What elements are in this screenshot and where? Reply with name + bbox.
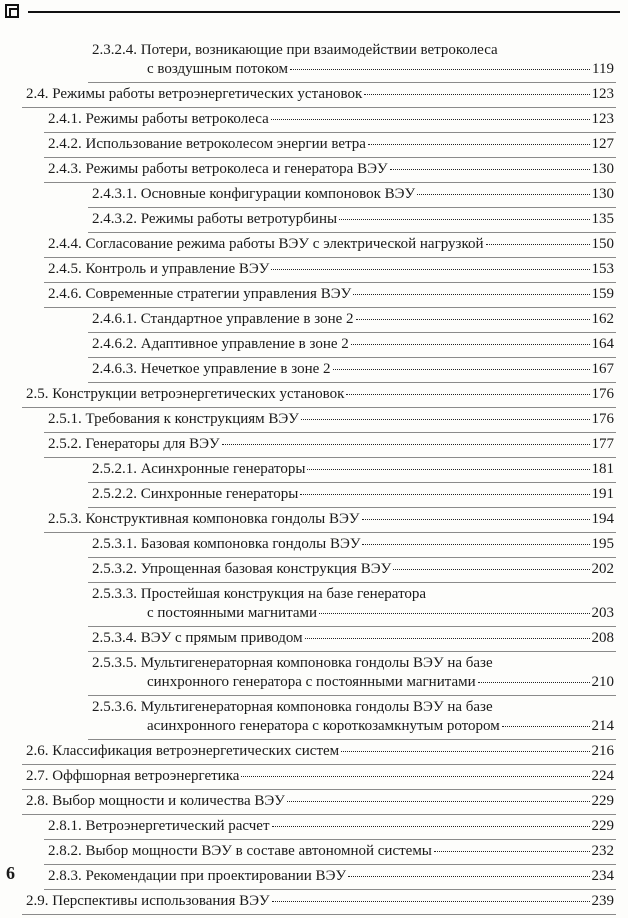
toc-entry-page: 176 xyxy=(591,411,614,427)
dot-leader xyxy=(348,876,589,877)
row-separator xyxy=(44,282,616,283)
toc-entry[interactable] xyxy=(92,211,614,230)
row-separator xyxy=(88,332,616,333)
dot-leader xyxy=(390,169,590,170)
row-separator xyxy=(88,232,616,233)
toc-entry-page: 194 xyxy=(591,511,614,527)
toc-entry-page: 150 xyxy=(591,236,614,252)
toc-entry-page: 130 xyxy=(591,186,614,202)
row-separator xyxy=(22,914,616,915)
toc-entry-title: 2.5.3. Конструктивная компоновка гондолы ВЭУ xyxy=(48,511,360,527)
toc-entry-title: с воздушным потоком xyxy=(147,61,288,77)
toc-entry[interactable] xyxy=(26,86,614,105)
row-separator xyxy=(44,157,616,158)
dot-leader xyxy=(417,194,589,195)
row-separator xyxy=(22,789,616,790)
dot-leader xyxy=(346,394,589,395)
toc-entry-page: 153 xyxy=(591,261,614,277)
toc-entry-title-line1: 2.5.3.6. Мультигенераторная компоновка гондолы ВЭУ на базе xyxy=(92,699,493,715)
dot-leader xyxy=(356,319,590,320)
toc-entry-page: 123 xyxy=(591,111,614,127)
toc-entry-page: 239 xyxy=(591,893,614,909)
row-separator xyxy=(22,814,616,815)
row-separator xyxy=(22,107,616,108)
toc-entry-page: 234 xyxy=(591,868,614,884)
toc-entry-title: 2.4.5. Контроль и управление ВЭУ xyxy=(48,261,270,277)
toc-entry-page: 224 xyxy=(591,768,614,784)
row-separator xyxy=(44,839,616,840)
toc-entry-title: 2.9. Перспективы использования ВЭУ xyxy=(26,893,270,909)
dot-leader xyxy=(362,544,589,545)
toc-entry-page: 229 xyxy=(591,818,614,834)
dot-leader xyxy=(241,776,589,777)
toc-entry[interactable] xyxy=(48,411,614,430)
toc-entry-page: 159 xyxy=(591,286,614,302)
toc-entry-title: 2.4.3.2. Режимы работы ветротурбины xyxy=(92,211,338,227)
row-separator xyxy=(88,739,616,740)
toc-entry-title: 2.5.2.2. Синхронные генераторы xyxy=(92,486,299,502)
row-separator xyxy=(44,864,616,865)
row-separator xyxy=(88,695,616,696)
toc-entry[interactable] xyxy=(92,630,614,649)
toc-entry-page: 203 xyxy=(591,605,614,621)
toc-entry-title: 2.4.3. Режимы работы ветроколеса и генератора ВЭУ xyxy=(48,161,388,177)
toc-entry[interactable] xyxy=(92,42,614,80)
dot-leader xyxy=(222,444,590,445)
toc-entry-title: 2.5.2.1. Асинхронные генераторы xyxy=(92,461,306,477)
toc-entry-page: 216 xyxy=(591,743,614,759)
dot-leader xyxy=(271,119,590,120)
toc-entry-title: 2.5.1. Требования к конструкциям ВЭУ xyxy=(48,411,299,427)
toc-entry-page: 210 xyxy=(591,674,614,690)
dot-leader xyxy=(368,144,590,145)
dot-leader xyxy=(393,569,589,570)
toc-entry-page: 164 xyxy=(591,336,614,352)
row-separator xyxy=(88,557,616,558)
dot-leader xyxy=(305,638,590,639)
row-separator xyxy=(44,457,616,458)
dot-leader xyxy=(272,901,590,902)
toc-entry-title: асинхронного генератора с короткозамкнутым ротором xyxy=(147,718,500,734)
toc-entry-title-line1: 2.5.3.3. Простейшая конструкция на базе генератора xyxy=(92,586,427,602)
toc-entry-title: 2.4.6.3. Нечеткое управление в зоне 2 xyxy=(92,361,331,377)
toc-entry-page: 208 xyxy=(591,630,614,646)
toc-entry-title: 2.7. Оффшорная ветроэнергетика xyxy=(26,768,240,784)
toc-entry[interactable] xyxy=(92,586,614,624)
row-separator xyxy=(88,357,616,358)
toc-entry-page: 232 xyxy=(591,843,614,859)
toc-entry-title: 2.6. Классификация ветроэнергетических систем xyxy=(26,743,340,759)
corner-frame-icon xyxy=(5,4,19,18)
row-separator xyxy=(22,764,616,765)
dot-leader xyxy=(362,519,590,520)
toc-entry-title: 2.4.3.1. Основные конфигурации компоновок ВЭУ xyxy=(92,186,416,202)
page-number: 6 xyxy=(6,863,15,883)
row-separator xyxy=(44,132,616,133)
dot-leader xyxy=(364,94,589,95)
top-rule xyxy=(28,11,620,13)
toc-entry[interactable] xyxy=(92,655,614,693)
toc-entry[interactable] xyxy=(48,111,614,130)
dot-leader xyxy=(502,726,590,727)
toc-entry-page: 181 xyxy=(591,461,614,477)
row-separator xyxy=(88,82,616,83)
toc-entry-title: 2.8.2. Выбор мощности ВЭУ в составе автономной системы xyxy=(48,843,432,859)
toc-entry-page: 119 xyxy=(592,61,614,77)
toc-entry-page: 167 xyxy=(591,361,614,377)
toc-entry[interactable] xyxy=(92,311,614,330)
dot-leader xyxy=(478,682,590,683)
toc-entry-title: 2.8.1. Ветроэнергетический расчет xyxy=(48,818,270,834)
row-separator xyxy=(88,507,616,508)
toc-entry[interactable] xyxy=(26,386,614,405)
dot-leader xyxy=(307,469,589,470)
row-separator xyxy=(44,432,616,433)
dot-leader xyxy=(301,419,590,420)
toc-entry-page: 130 xyxy=(591,161,614,177)
toc-entry-title: 2.4.1. Режимы работы ветроколеса xyxy=(48,111,269,127)
toc-entry[interactable] xyxy=(92,486,614,505)
dot-leader xyxy=(434,851,590,852)
row-separator xyxy=(44,532,616,533)
toc-entry-page: 214 xyxy=(591,718,614,734)
toc-entry-title: 2.5.2. Генераторы для ВЭУ xyxy=(48,436,220,452)
row-separator xyxy=(44,307,616,308)
toc-entry[interactable] xyxy=(26,743,614,762)
toc-entry[interactable] xyxy=(26,768,614,787)
dot-leader xyxy=(333,369,590,370)
toc-entry[interactable] xyxy=(48,511,614,530)
toc-entry-title: 2.8. Выбор мощности и количества ВЭУ xyxy=(26,793,285,809)
dot-leader xyxy=(486,244,590,245)
dot-leader xyxy=(272,826,590,827)
toc-entry[interactable] xyxy=(26,793,614,812)
toc-entry[interactable] xyxy=(48,286,614,305)
toc-entry-title: с постоянными магнитами xyxy=(147,605,318,621)
toc-entry[interactable] xyxy=(92,461,614,480)
toc-entry[interactable] xyxy=(26,893,614,912)
toc-entry-title: 2.5.3.4. ВЭУ с прямым приводом xyxy=(92,630,303,646)
toc-entry-page: 202 xyxy=(591,561,614,577)
toc-entry-title: 2.5.3.2. Упрощенная базовая конструкция ВЭУ xyxy=(92,561,392,577)
toc-entry-title: 2.8.3. Рекомендации при проектировании ВЭУ xyxy=(48,868,347,884)
dot-leader xyxy=(353,294,589,295)
row-separator xyxy=(88,482,616,483)
dot-leader xyxy=(287,801,590,802)
dot-leader xyxy=(300,494,589,495)
toc-entry[interactable] xyxy=(48,161,614,180)
dot-leader xyxy=(290,69,590,70)
toc-entry[interactable] xyxy=(48,236,614,255)
toc-entry-page: 191 xyxy=(591,486,614,502)
row-separator xyxy=(44,889,616,890)
toc-entry-page: 177 xyxy=(591,436,614,452)
toc-entry[interactable] xyxy=(92,561,614,580)
toc-entry[interactable] xyxy=(48,136,614,155)
dot-leader xyxy=(319,613,589,614)
toc-entry-title: 2.4.6.1. Стандартное управление в зоне 2 xyxy=(92,311,354,327)
row-separator xyxy=(88,207,616,208)
dot-leader xyxy=(271,269,589,270)
toc-entry-title: 2.5. Конструкции ветроэнергетических установок xyxy=(26,386,345,402)
dot-leader xyxy=(341,751,589,752)
toc-entry-title: 2.4.6. Современные стратегии управления ВЭУ xyxy=(48,286,352,302)
dot-leader xyxy=(351,344,590,345)
row-separator xyxy=(88,382,616,383)
toc-entry-title-line1: 2.3.2.4. Потери, возникающие при взаимодействии ветроколеса xyxy=(92,42,498,58)
toc-entry[interactable] xyxy=(92,699,614,737)
toc-entry-page: 135 xyxy=(591,211,614,227)
toc-entry[interactable] xyxy=(48,261,614,280)
toc-entry-title-line1: 2.5.3.5. Мультигенераторная компоновка гондолы ВЭУ на базе xyxy=(92,655,493,671)
row-separator xyxy=(88,582,616,583)
toc-entry-title: синхронного генератора с постоянными магнитами xyxy=(147,674,476,690)
toc-entry-title: 2.4. Режимы работы ветроэнергетических установок xyxy=(26,86,363,102)
toc-entry-page: 162 xyxy=(591,311,614,327)
toc-entry[interactable] xyxy=(48,818,614,837)
toc-entry[interactable] xyxy=(92,336,614,355)
row-separator xyxy=(88,651,616,652)
toc-entry-title: 2.5.3.1. Базовая компоновка гондолы ВЭУ xyxy=(92,536,361,552)
toc-entry[interactable] xyxy=(92,186,614,205)
toc-entry-title: 2.4.6.2. Адаптивное управление в зоне 2 xyxy=(92,336,349,352)
toc-entry-page: 195 xyxy=(591,536,614,552)
toc-entry[interactable] xyxy=(92,361,614,380)
toc-entry[interactable] xyxy=(48,436,614,455)
toc-entry-page: 229 xyxy=(591,793,614,809)
toc-entry-title: 2.4.4. Согласование режима работы ВЭУ с электрической нагрузкой xyxy=(48,236,484,252)
toc-entry-page: 176 xyxy=(591,386,614,402)
toc-entry[interactable] xyxy=(48,868,614,887)
row-separator xyxy=(44,182,616,183)
row-separator xyxy=(44,257,616,258)
toc-entry-title: 2.4.2. Использование ветроколесом энергии ветра xyxy=(48,136,366,152)
toc-entry-page: 127 xyxy=(591,136,614,152)
row-separator xyxy=(88,626,616,627)
table-of-contents xyxy=(0,42,628,918)
toc-entry-page: 123 xyxy=(591,86,614,102)
toc-entry[interactable] xyxy=(92,536,614,555)
dot-leader xyxy=(339,219,589,220)
toc-entry[interactable] xyxy=(48,843,614,862)
row-separator xyxy=(22,407,616,408)
